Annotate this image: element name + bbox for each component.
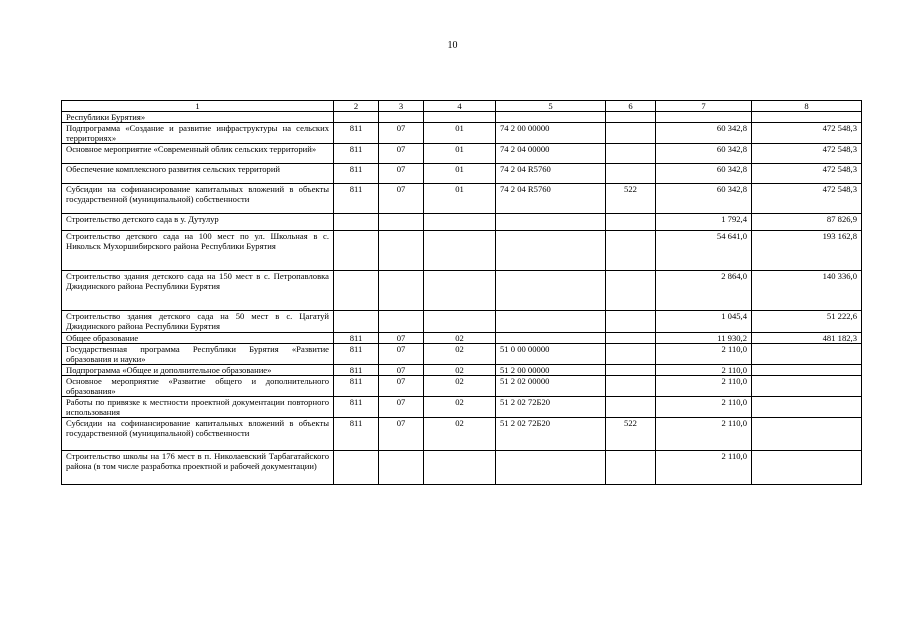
row-value-cell: 472 548,3 xyxy=(752,184,862,214)
row-value-cell xyxy=(379,112,424,123)
row-name-cell: Подпрограмма «Общее и дополнительное образование» xyxy=(62,365,334,376)
column-header: 2 xyxy=(334,101,379,112)
row-value-cell: 51 0 00 00000 xyxy=(496,344,606,365)
row-value-cell: 522 xyxy=(606,184,656,214)
table-row xyxy=(62,333,862,344)
budget-table xyxy=(61,100,862,485)
row-value-cell xyxy=(606,123,656,144)
row-value-cell xyxy=(334,311,379,333)
row-value-cell: 2 110,0 xyxy=(656,365,752,376)
row-value-cell xyxy=(752,344,862,365)
row-name-cell: Строительство детского сада в у. Дутулур xyxy=(62,214,334,231)
row-value-cell: 51 2 02 72Б20 xyxy=(496,397,606,418)
row-value-cell: 11 930,2 xyxy=(656,333,752,344)
row-value-cell xyxy=(496,451,606,485)
row-value-cell: 01 xyxy=(424,144,496,164)
row-value-cell: 07 xyxy=(379,365,424,376)
row-name-cell: Субсидии на софинансирование капитальных вложений в объекты государственной (муниципальной) собственности xyxy=(62,184,334,214)
row-value-cell: 481 182,3 xyxy=(752,333,862,344)
row-value-cell: 811 xyxy=(334,397,379,418)
row-value-cell xyxy=(656,112,752,123)
table-row xyxy=(62,397,862,418)
row-name-cell: Строительство здания детского сада на 50 мест в с. Цагатуй Джидинского района Республики Бурятия xyxy=(62,311,334,333)
table-row xyxy=(62,271,862,311)
row-value-cell xyxy=(496,333,606,344)
table-row xyxy=(62,365,862,376)
row-value-cell xyxy=(752,365,862,376)
column-header: 7 xyxy=(656,101,752,112)
row-value-cell: 02 xyxy=(424,344,496,365)
row-value-cell xyxy=(606,231,656,271)
row-value-cell: 2 110,0 xyxy=(656,397,752,418)
row-value-cell: 07 xyxy=(379,344,424,365)
row-value-cell xyxy=(424,271,496,311)
row-value-cell: 54 641,0 xyxy=(656,231,752,271)
row-value-cell: 02 xyxy=(424,418,496,451)
row-value-cell: 51 222,6 xyxy=(752,311,862,333)
row-value-cell xyxy=(379,271,424,311)
page-number: 10 xyxy=(447,40,458,51)
row-value-cell: 60 342,8 xyxy=(656,164,752,184)
row-name-cell: Подпрограмма «Создание и развитие инфраструктуры на сельских территориях» xyxy=(62,123,334,144)
row-value-cell xyxy=(606,344,656,365)
row-value-cell xyxy=(334,451,379,485)
row-name-cell: Обеспечение комплексного развития сельских территорий xyxy=(62,164,334,184)
row-value-cell xyxy=(496,214,606,231)
table-row xyxy=(62,214,862,231)
row-value-cell: 01 xyxy=(424,164,496,184)
table-row xyxy=(62,112,862,123)
row-value-cell xyxy=(606,112,656,123)
row-value-cell xyxy=(424,231,496,271)
row-value-cell: 01 xyxy=(424,123,496,144)
column-header: 6 xyxy=(606,101,656,112)
row-value-cell xyxy=(496,112,606,123)
row-name-cell: Общее образование xyxy=(62,333,334,344)
table-row xyxy=(62,164,862,184)
row-value-cell: 02 xyxy=(424,397,496,418)
row-value-cell: 74 2 04 R5760 xyxy=(496,164,606,184)
row-value-cell: 522 xyxy=(606,418,656,451)
row-value-cell xyxy=(752,451,862,485)
row-value-cell: 811 xyxy=(334,344,379,365)
row-value-cell: 472 548,3 xyxy=(752,144,862,164)
row-value-cell xyxy=(424,451,496,485)
row-value-cell: 1 792,4 xyxy=(656,214,752,231)
row-value-cell: 51 2 02 72Б20 xyxy=(496,418,606,451)
table-row xyxy=(62,123,862,144)
row-value-cell: 2 110,0 xyxy=(656,344,752,365)
row-value-cell xyxy=(752,397,862,418)
row-value-cell xyxy=(379,214,424,231)
row-value-cell: 2 864,0 xyxy=(656,271,752,311)
row-value-cell: 07 xyxy=(379,164,424,184)
row-name-cell: Строительство детского сада на 100 мест по ул. Школьная в с. Никольск Мухоршибирского района Республики Бурятия xyxy=(62,231,334,271)
row-value-cell xyxy=(496,311,606,333)
row-value-cell xyxy=(424,214,496,231)
row-value-cell: 2 110,0 xyxy=(656,376,752,397)
row-value-cell: 07 xyxy=(379,333,424,344)
row-value-cell xyxy=(334,214,379,231)
row-value-cell xyxy=(379,231,424,271)
table-row xyxy=(62,376,862,397)
row-value-cell: 193 162,8 xyxy=(752,231,862,271)
row-value-cell xyxy=(606,214,656,231)
table-row xyxy=(62,144,862,164)
row-value-cell xyxy=(606,164,656,184)
row-value-cell: 87 826,9 xyxy=(752,214,862,231)
row-value-cell: 2 110,0 xyxy=(656,451,752,485)
row-value-cell xyxy=(606,144,656,164)
row-value-cell: 811 xyxy=(334,333,379,344)
row-value-cell: 60 342,8 xyxy=(656,123,752,144)
row-value-cell: 1 045,4 xyxy=(656,311,752,333)
row-value-cell: 74 2 04 00000 xyxy=(496,144,606,164)
row-value-cell xyxy=(606,311,656,333)
row-value-cell xyxy=(424,112,496,123)
table-row xyxy=(62,344,862,365)
row-value-cell: 07 xyxy=(379,376,424,397)
row-value-cell xyxy=(752,376,862,397)
column-header: 4 xyxy=(424,101,496,112)
row-value-cell xyxy=(424,311,496,333)
row-value-cell xyxy=(496,271,606,311)
row-value-cell: 811 xyxy=(334,376,379,397)
row-value-cell: 60 342,8 xyxy=(656,184,752,214)
column-header: 3 xyxy=(379,101,424,112)
row-value-cell xyxy=(496,231,606,271)
row-value-cell: 811 xyxy=(334,123,379,144)
row-value-cell xyxy=(379,451,424,485)
row-value-cell: 07 xyxy=(379,418,424,451)
row-value-cell xyxy=(334,112,379,123)
row-value-cell xyxy=(606,451,656,485)
row-name-cell: Республики Бурятия» xyxy=(62,112,334,123)
table-row xyxy=(62,184,862,214)
column-header: 8 xyxy=(752,101,862,112)
row-value-cell: 01 xyxy=(424,184,496,214)
row-value-cell: 472 548,3 xyxy=(752,164,862,184)
row-value-cell: 07 xyxy=(379,123,424,144)
row-value-cell xyxy=(752,112,862,123)
table-row xyxy=(62,231,862,271)
row-value-cell: 07 xyxy=(379,397,424,418)
row-value-cell: 2 110,0 xyxy=(656,418,752,451)
row-value-cell xyxy=(606,397,656,418)
row-value-cell xyxy=(334,271,379,311)
table-row xyxy=(62,418,862,451)
row-value-cell: 07 xyxy=(379,144,424,164)
row-value-cell: 811 xyxy=(334,365,379,376)
row-value-cell xyxy=(379,311,424,333)
row-value-cell: 02 xyxy=(424,333,496,344)
row-value-cell: 51 2 02 00000 xyxy=(496,376,606,397)
table-header-row xyxy=(62,101,862,112)
table-row xyxy=(62,311,862,333)
column-header: 1 xyxy=(62,101,334,112)
row-value-cell: 472 548,3 xyxy=(752,123,862,144)
row-value-cell: 07 xyxy=(379,184,424,214)
row-value-cell xyxy=(606,333,656,344)
row-value-cell: 74 2 00 00000 xyxy=(496,123,606,144)
row-name-cell: Основное мероприятие «Развитие общего и дополнительного образования» xyxy=(62,376,334,397)
row-value-cell: 02 xyxy=(424,376,496,397)
row-name-cell: Субсидии на софинансирование капитальных вложений в объекты государственной (муниципальной) собственности xyxy=(62,418,334,451)
row-value-cell: 51 2 00 00000 xyxy=(496,365,606,376)
row-value-cell: 74 2 04 R5760 xyxy=(496,184,606,214)
row-name-cell: Строительство здания детского сада на 150 мест в с. Петропавловка Джидинского района Республики Бурятия xyxy=(62,271,334,311)
row-value-cell xyxy=(606,271,656,311)
row-value-cell xyxy=(606,365,656,376)
row-value-cell: 811 xyxy=(334,164,379,184)
row-name-cell: Строительство школы на 176 мест в п. Николаевский Тарбагатайского района (в том числе разработка проектной и рабочей документации) xyxy=(62,451,334,485)
column-header: 5 xyxy=(496,101,606,112)
row-value-cell xyxy=(752,418,862,451)
row-value-cell: 811 xyxy=(334,418,379,451)
row-name-cell: Государственная программа Республики Бурятия «Развитие образования и науки» xyxy=(62,344,334,365)
row-value-cell: 811 xyxy=(334,184,379,214)
table-row xyxy=(62,451,862,485)
row-value-cell xyxy=(334,231,379,271)
row-name-cell: Основное мероприятие «Современный облик сельских территорий» xyxy=(62,144,334,164)
row-value-cell: 140 336,0 xyxy=(752,271,862,311)
row-name-cell: Работы по привязке к местности проектной документации повторного использования xyxy=(62,397,334,418)
row-value-cell: 02 xyxy=(424,365,496,376)
row-value-cell: 811 xyxy=(334,144,379,164)
row-value-cell: 60 342,8 xyxy=(656,144,752,164)
row-value-cell xyxy=(606,376,656,397)
